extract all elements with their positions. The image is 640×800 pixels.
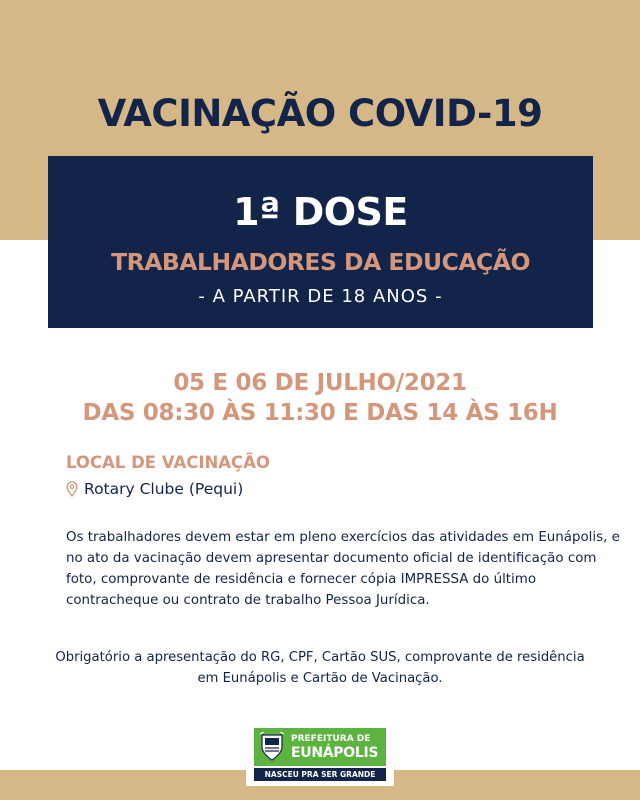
age-range: - A PARTIR DE 18 ANOS - — [198, 286, 443, 307]
logo-green-panel — [254, 728, 386, 766]
logo-slogan: NASCEU PRA SER GRANDE — [254, 768, 386, 781]
paragraph-line: Os trabalhadores devem estar em pleno exercícios das atividades em Eunápolis, e — [66, 530, 620, 545]
dose-title: 1ª DOSE — [233, 190, 408, 234]
notice-line: Obrigatório a apresentação do RG, CPF, Cartão SUS, comprovante de residência — [55, 650, 585, 665]
logo-line1: PREFEITURA DE — [291, 733, 371, 744]
city-crest-icon — [259, 732, 285, 762]
location-label: LOCAL DE VACINAÇÃO — [66, 453, 270, 472]
location-pin-icon — [66, 481, 78, 497]
paragraph-line: contracheque ou contrato de trabalho Pessoa Jurídica. — [66, 593, 430, 608]
prefeitura-logo — [246, 722, 394, 786]
schedule-hours: DAS 08:30 ÀS 11:30 E DAS 14 ÀS 16H — [82, 400, 558, 426]
location-place: Rotary Clube (Pequi) — [84, 480, 244, 498]
logo-text — [291, 735, 378, 760]
documents-notice — [0, 647, 640, 689]
notice-line: em Eunápolis e Cartão de Vacinação. — [197, 671, 443, 686]
paragraph-line: foto, comprovante de residência e fornecer cópia IMPRESSA do último — [66, 572, 537, 587]
requirements-paragraph — [66, 527, 620, 611]
headline: VACINAÇÃO COVID-19 — [97, 92, 543, 135]
location-row — [66, 480, 243, 498]
logo-line2: EUNÁPOLIS — [291, 744, 379, 761]
target-group: TRABALHADORES DA EDUCAÇÃO — [111, 248, 530, 276]
dose-box — [48, 156, 593, 328]
paragraph-line: no ato da vacinação devem apresentar documento oficial de identificação com — [66, 551, 597, 566]
schedule-dates: 05 E 06 DE JULHO/2021 — [173, 370, 467, 396]
